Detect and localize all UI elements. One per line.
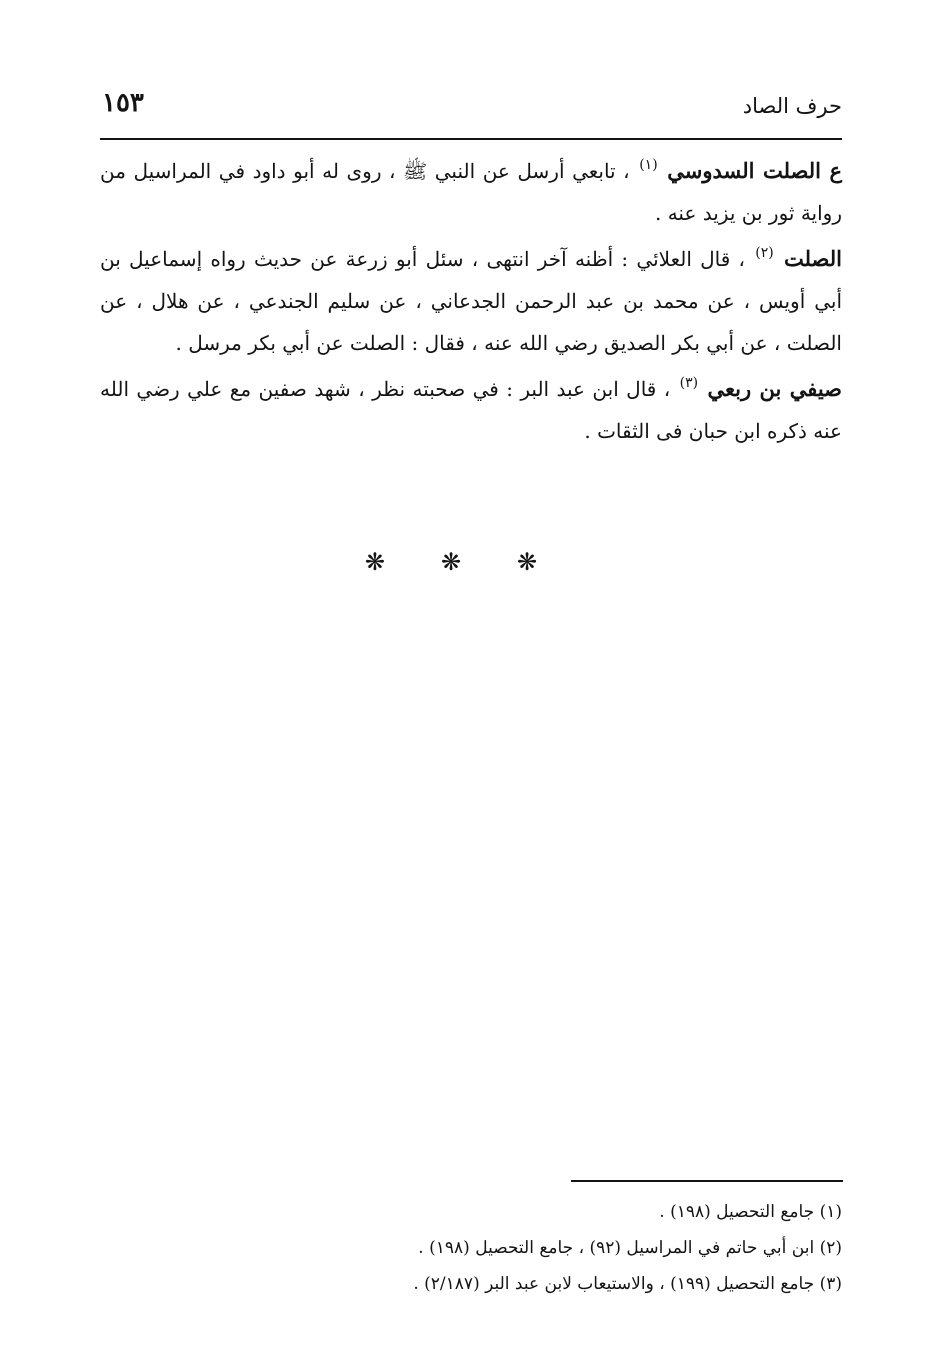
footnotes [100,1194,842,1302]
entry-text: ، قال ابن عبد البر : في صحبته نظر ، شهد صفين مع علي رضي الله عنه ذكره ابن حبان فى الثقات . [100,377,842,443]
footnote: (١) جامع التحصيل (١٩٨) . [659,1202,842,1222]
asterism-ornament: ❋ [364,548,425,576]
header-rule [100,138,842,140]
asterism-ornament: ❋ [440,548,502,576]
footnote: (٣) جامع التحصيل (١٩٩) ، والاستيعاب لابن عبد البر (٢/١٨٧) . [413,1274,842,1294]
entry-name: صيفي بن ربعي [707,376,843,401]
entry [100,150,842,234]
footnote-ref: (٣) [679,375,699,391]
chapter-title: حرف الصاد [742,94,842,118]
main-text [100,150,842,456]
entry-text: ، قال العلائي : أظنه آخر انتهى ، سئل أبو زرعة عن حديث رواه إسماعيل بن أبي أويس ، عن محمد بن عبد الرحمن الجدعاني ، عن سليم الجندعي ، عن هلال ، عن الصلت ، عن أبي بكر الصديق رضي الله عنه ، فقال : الصلت عن أبي بكر مرسل . [100,247,842,355]
footnote-ref: (١) [639,157,658,173]
section-separator [100,548,842,576]
asterism-ornament: ❋ [517,548,578,576]
entry-text: ، تابعي أرسل عن النبي ﷺ ، روى له أبو داود في المراسيل من رواية ثور بن يزيد عنه . [100,159,842,225]
entry-name: ع الصلت السدوسي [667,158,843,183]
running-header [100,88,842,128]
entry [100,238,842,364]
entry [100,368,842,452]
footnote-ref: (٢) [755,245,774,261]
footnote-rule [571,1180,843,1182]
entry-name: الصلت [783,246,843,271]
footnote: (٢) ابن أبي حاتم في المراسيل (٩٢) ، جامع التحصيل (١٩٨) . [418,1238,842,1258]
page-number: ١٥٣ [102,88,144,118]
